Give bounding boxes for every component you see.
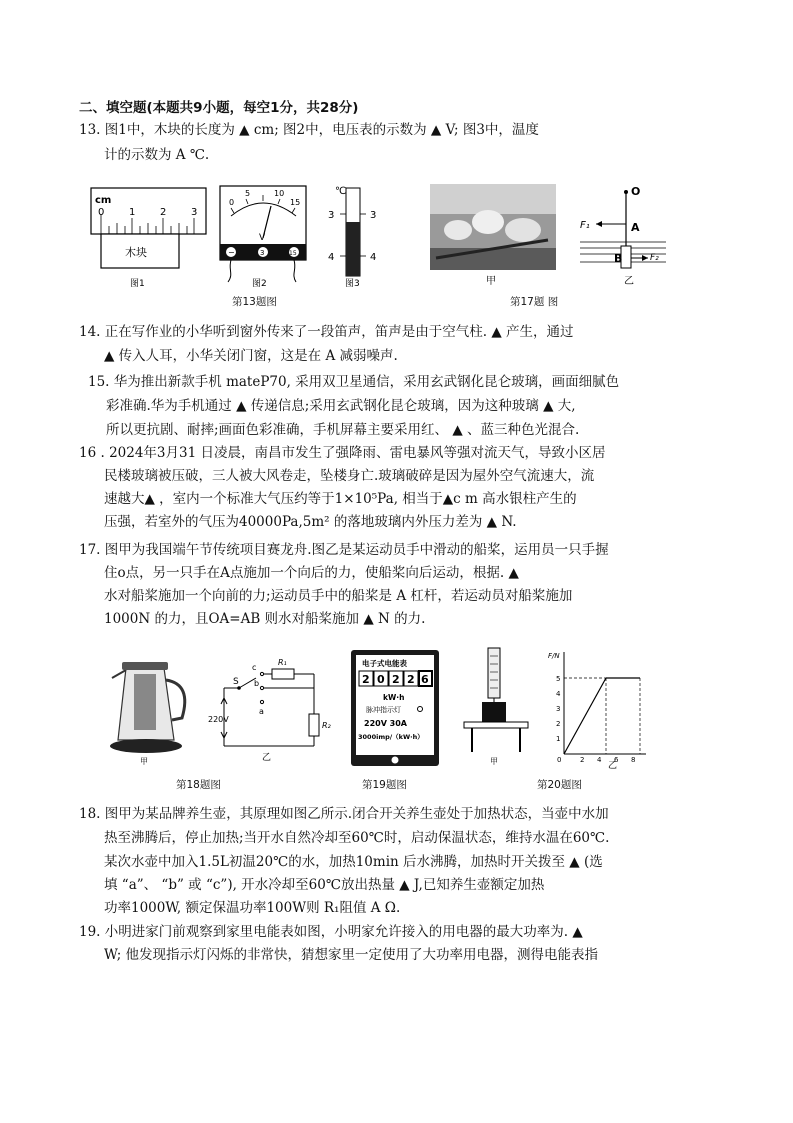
fig17-yi: 乙 bbox=[624, 276, 634, 287]
question-number: 16 . bbox=[79, 445, 105, 461]
ruler-tick-3: 3 bbox=[191, 207, 198, 218]
point-B: B bbox=[614, 252, 623, 265]
voltmeter-tick-15: 15 bbox=[290, 198, 301, 207]
question-text: 华为推出新款手机 mateP70, 采用双卫星通信，采用玄武钢化昆仑玻璃，画面细腻色 bbox=[113, 374, 620, 390]
meter-unit: kW·h bbox=[383, 693, 405, 702]
question-number: 18. bbox=[79, 806, 101, 822]
question-16-line-2: 民楼玻璃被压破，三人被大风卷走，坠楼身亡.玻璃破碎是因为屋外空气流速大，流 bbox=[104, 468, 595, 484]
question-19-line-1 bbox=[79, 922, 583, 942]
graph-xtick-4: 4 bbox=[597, 756, 602, 764]
voltmeter-tick-10: 10 bbox=[274, 189, 285, 198]
question-number: 13. bbox=[79, 122, 101, 138]
thermo-tick-3-left: 3 bbox=[328, 210, 335, 221]
graph-xtick-2: 2 bbox=[580, 756, 585, 764]
resistor-R1: R₁ bbox=[278, 658, 287, 667]
fig20-jia: 甲 bbox=[490, 757, 498, 766]
fig18-yi: 乙 bbox=[262, 753, 272, 763]
voltmeter-tick-0: 0 bbox=[229, 198, 235, 207]
question-18-line-5: 功率1000W, 额定保温功率100W则 R₁阻值 A Ω. bbox=[104, 900, 401, 916]
fig13-sub1-label: 图1 bbox=[130, 279, 145, 289]
contact-b: b bbox=[254, 679, 260, 688]
question-number: 17. bbox=[79, 542, 101, 558]
question-text: 正在写作业的小华听到窗外传来了一段笛声，笛声是由于空气柱. ▲ 产生，通过 bbox=[104, 324, 574, 340]
fig13-caption: 第13题图 bbox=[232, 296, 277, 308]
question-17-line-1 bbox=[79, 540, 609, 560]
ruler-tick-2: 2 bbox=[160, 207, 167, 218]
figure-19-energy-meter bbox=[350, 648, 440, 768]
ruler-tick-0: 0 bbox=[98, 207, 105, 218]
point-A: A bbox=[631, 221, 640, 234]
switch-S: S bbox=[233, 677, 239, 687]
question-text: 图1中，木块的长度为 ▲ cm; 图2中，电压表的示数为 ▲ V; 图3中，温度 bbox=[104, 122, 539, 138]
thermo-tick-4-right: 4 bbox=[370, 252, 377, 263]
meter-title: 电子式电能表 bbox=[362, 659, 407, 668]
question-text: 2024年3月31 日凌晨，南昌市发生了强降雨、雷电暴风等强对流天气，导致小区居 bbox=[109, 445, 606, 461]
fig20-yi: 乙 bbox=[608, 761, 618, 770]
point-O: O bbox=[631, 185, 641, 198]
question-18-line-4: 填 “a”、 “b” 或 “c”), 开水冷却至60℃放出热量 ▲ J,已知养生壶额定加热 bbox=[104, 877, 545, 893]
question-14-line-1 bbox=[79, 322, 574, 342]
figure-18 bbox=[104, 648, 334, 768]
meter-digit-3: 2 bbox=[392, 673, 400, 686]
figure-20 bbox=[460, 644, 650, 770]
fig19-caption: 第19题图 bbox=[362, 779, 407, 791]
question-16-line-1 bbox=[79, 443, 605, 463]
graph-xtick-6: 6 bbox=[614, 756, 619, 764]
figure-17 bbox=[428, 180, 668, 292]
meter-digit-1: 2 bbox=[362, 673, 370, 686]
question-13-line-2: 计的示数为 A ℃. bbox=[104, 147, 210, 163]
section-title: 二、填空题(本题共9小题，每空1分，共28分) bbox=[79, 100, 359, 116]
graph-ytick-1: 1 bbox=[556, 735, 561, 743]
force-F1: F₁ bbox=[580, 220, 590, 231]
contact-c: c bbox=[252, 663, 257, 672]
fig18-jia: 甲 bbox=[140, 757, 148, 766]
fig17-jia: 甲 bbox=[486, 276, 496, 287]
meter-rating: 220V 30A bbox=[364, 719, 407, 728]
graph-ytick-3: 3 bbox=[556, 705, 561, 713]
ruler-tick-1: 1 bbox=[129, 207, 136, 218]
question-19-line-2: W; 他发现指示灯闪烁的非常快，猜想家里一定使用了大功率用电器，测得电能表指 bbox=[104, 947, 599, 963]
terminal-negative: − bbox=[228, 248, 235, 257]
thermometer-column bbox=[346, 222, 360, 276]
question-17-line-4: 1000N 的力，且OA=AB 则水对船桨施加 ▲ N 的力. bbox=[104, 611, 426, 627]
question-13-line-1 bbox=[79, 120, 539, 140]
fig18-caption: 第18题图 bbox=[176, 779, 221, 791]
question-15-line-2: 彩准确.华为手机通过 ▲ 传递信息;采用玄武钢化昆仑玻璃，因为这种玻璃 ▲ 大, bbox=[106, 398, 576, 414]
question-number: 14. bbox=[79, 324, 101, 340]
supply-voltage: 220V bbox=[208, 715, 229, 724]
meter-constant: 3000imp/（kW·h） bbox=[358, 733, 424, 741]
wood-block-label: 木块 bbox=[125, 246, 147, 259]
question-16-line-4: 压强，若室外的气压为40000Pa,5m² 的落地玻璃内外压力差为 ▲ N. bbox=[104, 514, 517, 530]
graph-line-rising bbox=[564, 678, 606, 754]
question-number: 15. bbox=[88, 374, 110, 390]
question-18-line-2: 热至沸腾后，停止加热;当开水自然冷却至60℃时，启动保温状态，维持水温在60℃. bbox=[104, 830, 610, 846]
spring-scale bbox=[488, 648, 500, 698]
fig13-sub2-label: 图2 bbox=[252, 279, 267, 289]
voltmeter-unit: V bbox=[259, 233, 266, 243]
question-18-line-1 bbox=[79, 804, 609, 824]
graph-ytick-4: 4 bbox=[556, 690, 561, 698]
graph-ylabel: F/N bbox=[548, 652, 560, 660]
graph-origin: 0 bbox=[557, 756, 562, 764]
question-number: 19. bbox=[79, 924, 101, 940]
meter-indicator: 脉冲指示灯 bbox=[366, 706, 401, 714]
question-18-line-3: 某次水壶中加入1.5L初温20℃的水，加热10min 后水沸腾，加热时开关拨至 ▲ (选 bbox=[104, 854, 603, 870]
question-text: 图甲为某品牌养生壶，其原理如图乙所示.闭合开关养生壶处于加热状态，当壶中水加 bbox=[104, 806, 609, 822]
thermo-tick-4-left: 4 bbox=[328, 252, 335, 263]
terminal-15: 15 bbox=[289, 250, 297, 257]
meter-digit-2: 0 bbox=[377, 673, 385, 686]
question-15-line-1 bbox=[88, 372, 619, 392]
question-17-line-2: 住o点，另一只手在A点施加一个向后的力，使船桨向后运动，根据. ▲ bbox=[104, 565, 519, 581]
thermometer-unit: ℃ bbox=[335, 186, 347, 197]
force-F2: F₂ bbox=[650, 253, 659, 263]
thermo-tick-3-right: 3 bbox=[370, 210, 377, 221]
fig13-sub3-label: 图3 bbox=[345, 279, 360, 289]
meter-digit-5: 6 bbox=[421, 673, 429, 686]
contact-a: a bbox=[259, 707, 264, 716]
voltmeter-tick-5: 5 bbox=[245, 189, 251, 198]
fig17-caption: 第17题 图 bbox=[510, 296, 559, 308]
question-14-line-2: ▲ 传入人耳，小华关闭门窗，这是在 A 减弱噪声. bbox=[104, 348, 398, 364]
question-text: 小明进家门前观察到家里电能表如图，小明家允许接入的用电器的最大功率为. ▲ bbox=[104, 924, 583, 940]
ruler-unit: cm bbox=[95, 195, 112, 206]
graph-ytick-5: 5 bbox=[556, 675, 561, 683]
question-17-line-3: 水对船桨施加一个向前的力;运动员手中的船桨是 A 杠杆，若运动员对船桨施加 bbox=[104, 588, 573, 604]
question-15-line-3: 所以更抗剧、耐摔;画面色彩准确，手机屏幕主要采用红、 ▲ 、蓝三种色光混合. bbox=[106, 422, 580, 438]
fig20-caption: 第20题图 bbox=[537, 779, 582, 791]
terminal-3: 3 bbox=[260, 249, 265, 257]
resistor-R2: R₂ bbox=[322, 721, 331, 730]
graph-xtick-8: 8 bbox=[631, 756, 636, 764]
meter-digit-4: 2 bbox=[407, 673, 415, 686]
figure-13 bbox=[88, 182, 398, 290]
block-weight bbox=[482, 702, 506, 722]
question-16-line-3: 速越大▲ ，室内一个标准大气压约等于1×10⁵Pa, 相当于▲c m 高水银柱产生的 bbox=[104, 491, 577, 507]
graph-ytick-2: 2 bbox=[556, 720, 561, 728]
question-text: 图甲为我国端午节传统项目赛龙舟.图乙是某运动员手中滑动的船桨，运用员一只手握 bbox=[104, 542, 609, 558]
